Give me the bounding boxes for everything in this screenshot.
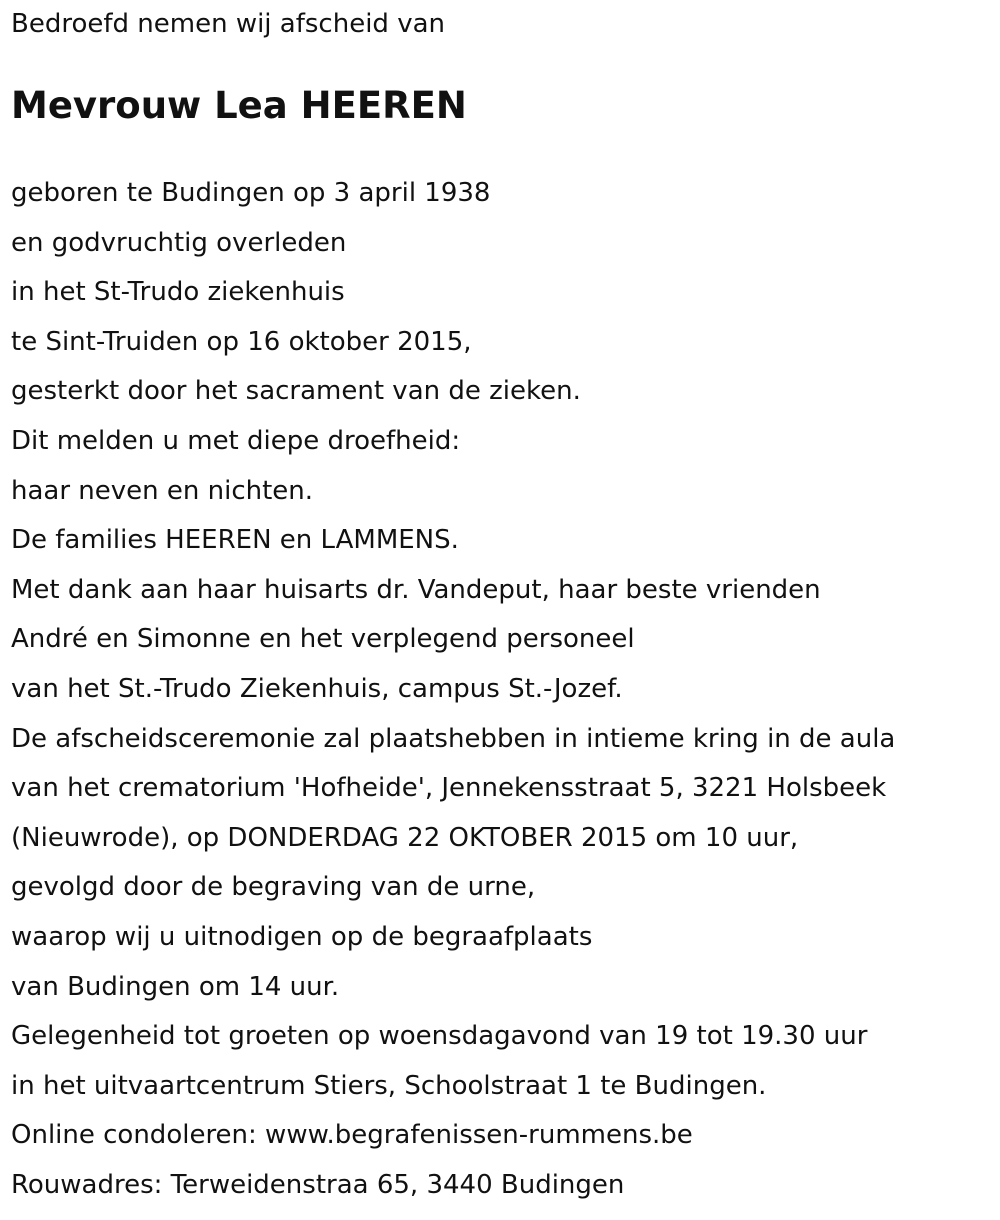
thanks-line: Met dank aan haar huisarts dr. Vandeput, haar beste vrienden [11, 574, 821, 605]
thanks-line-3: van het St.-Trudo Ziekenhuis, campus St.-Jozef. [11, 673, 623, 704]
hospital-line: in het St-Trudo ziekenhuis [11, 277, 345, 308]
death-line: en godvruchtig overleden [11, 227, 347, 258]
death-date-line: te Sint-Truiden op 16 oktober 2015, [11, 326, 472, 357]
relatives-line: haar neven en nichten. [11, 475, 314, 506]
birth-line: geboren te Budingen op 3 april 1938 [11, 178, 491, 208]
deceased-name: Mevrouw Lea HEEREN [11, 84, 467, 127]
announcement-line: Dit melden u met diepe droefheid: [11, 425, 461, 456]
ceremony-location-line: van het crematorium 'Hofheide', Jennekensstraat 5, 3221 Holsbeek [11, 773, 887, 804]
thanks-line-2: André en Simonne en het verplegend personeel [11, 624, 635, 655]
funeral-home-line: in het uitvaartcentrum Stiers, Schoolstraat 1 te Budingen. [11, 1070, 767, 1101]
families-line: De families HEEREN en LAMMENS. [11, 525, 459, 556]
visitation-line: Gelegenheid tot groeten op woensdagavond van 19 tot 19.30 uur [11, 1021, 868, 1052]
intro-text: Bedroefd nemen wij afscheid van [11, 9, 445, 39]
invitation-line: waarop wij u uitnodigen op de begraafplaats [11, 921, 593, 952]
sacrament-line: gesterkt door het sacrament van de zieken. [11, 376, 581, 407]
burial-time-line: van Budingen om 14 uur. [11, 971, 340, 1002]
ceremony-date-line: (Nieuwrode), op DONDERDAG 22 OKTOBER 2015 om 10 uur, [11, 822, 799, 853]
ceremony-line: De afscheidsceremonie zal plaatshebben in intieme kring in de aula [11, 723, 896, 754]
notice-body [11, 175, 895, 1216]
mourning-address-line: Rouwadres: Terweidenstraa 65, 3440 Budingen [11, 1169, 625, 1200]
urn-burial-line: gevolgd door de begraving van de urne, [11, 872, 536, 903]
online-condolences-line: Online condoleren: www.begrafenissen-rummens.be [11, 1120, 693, 1151]
